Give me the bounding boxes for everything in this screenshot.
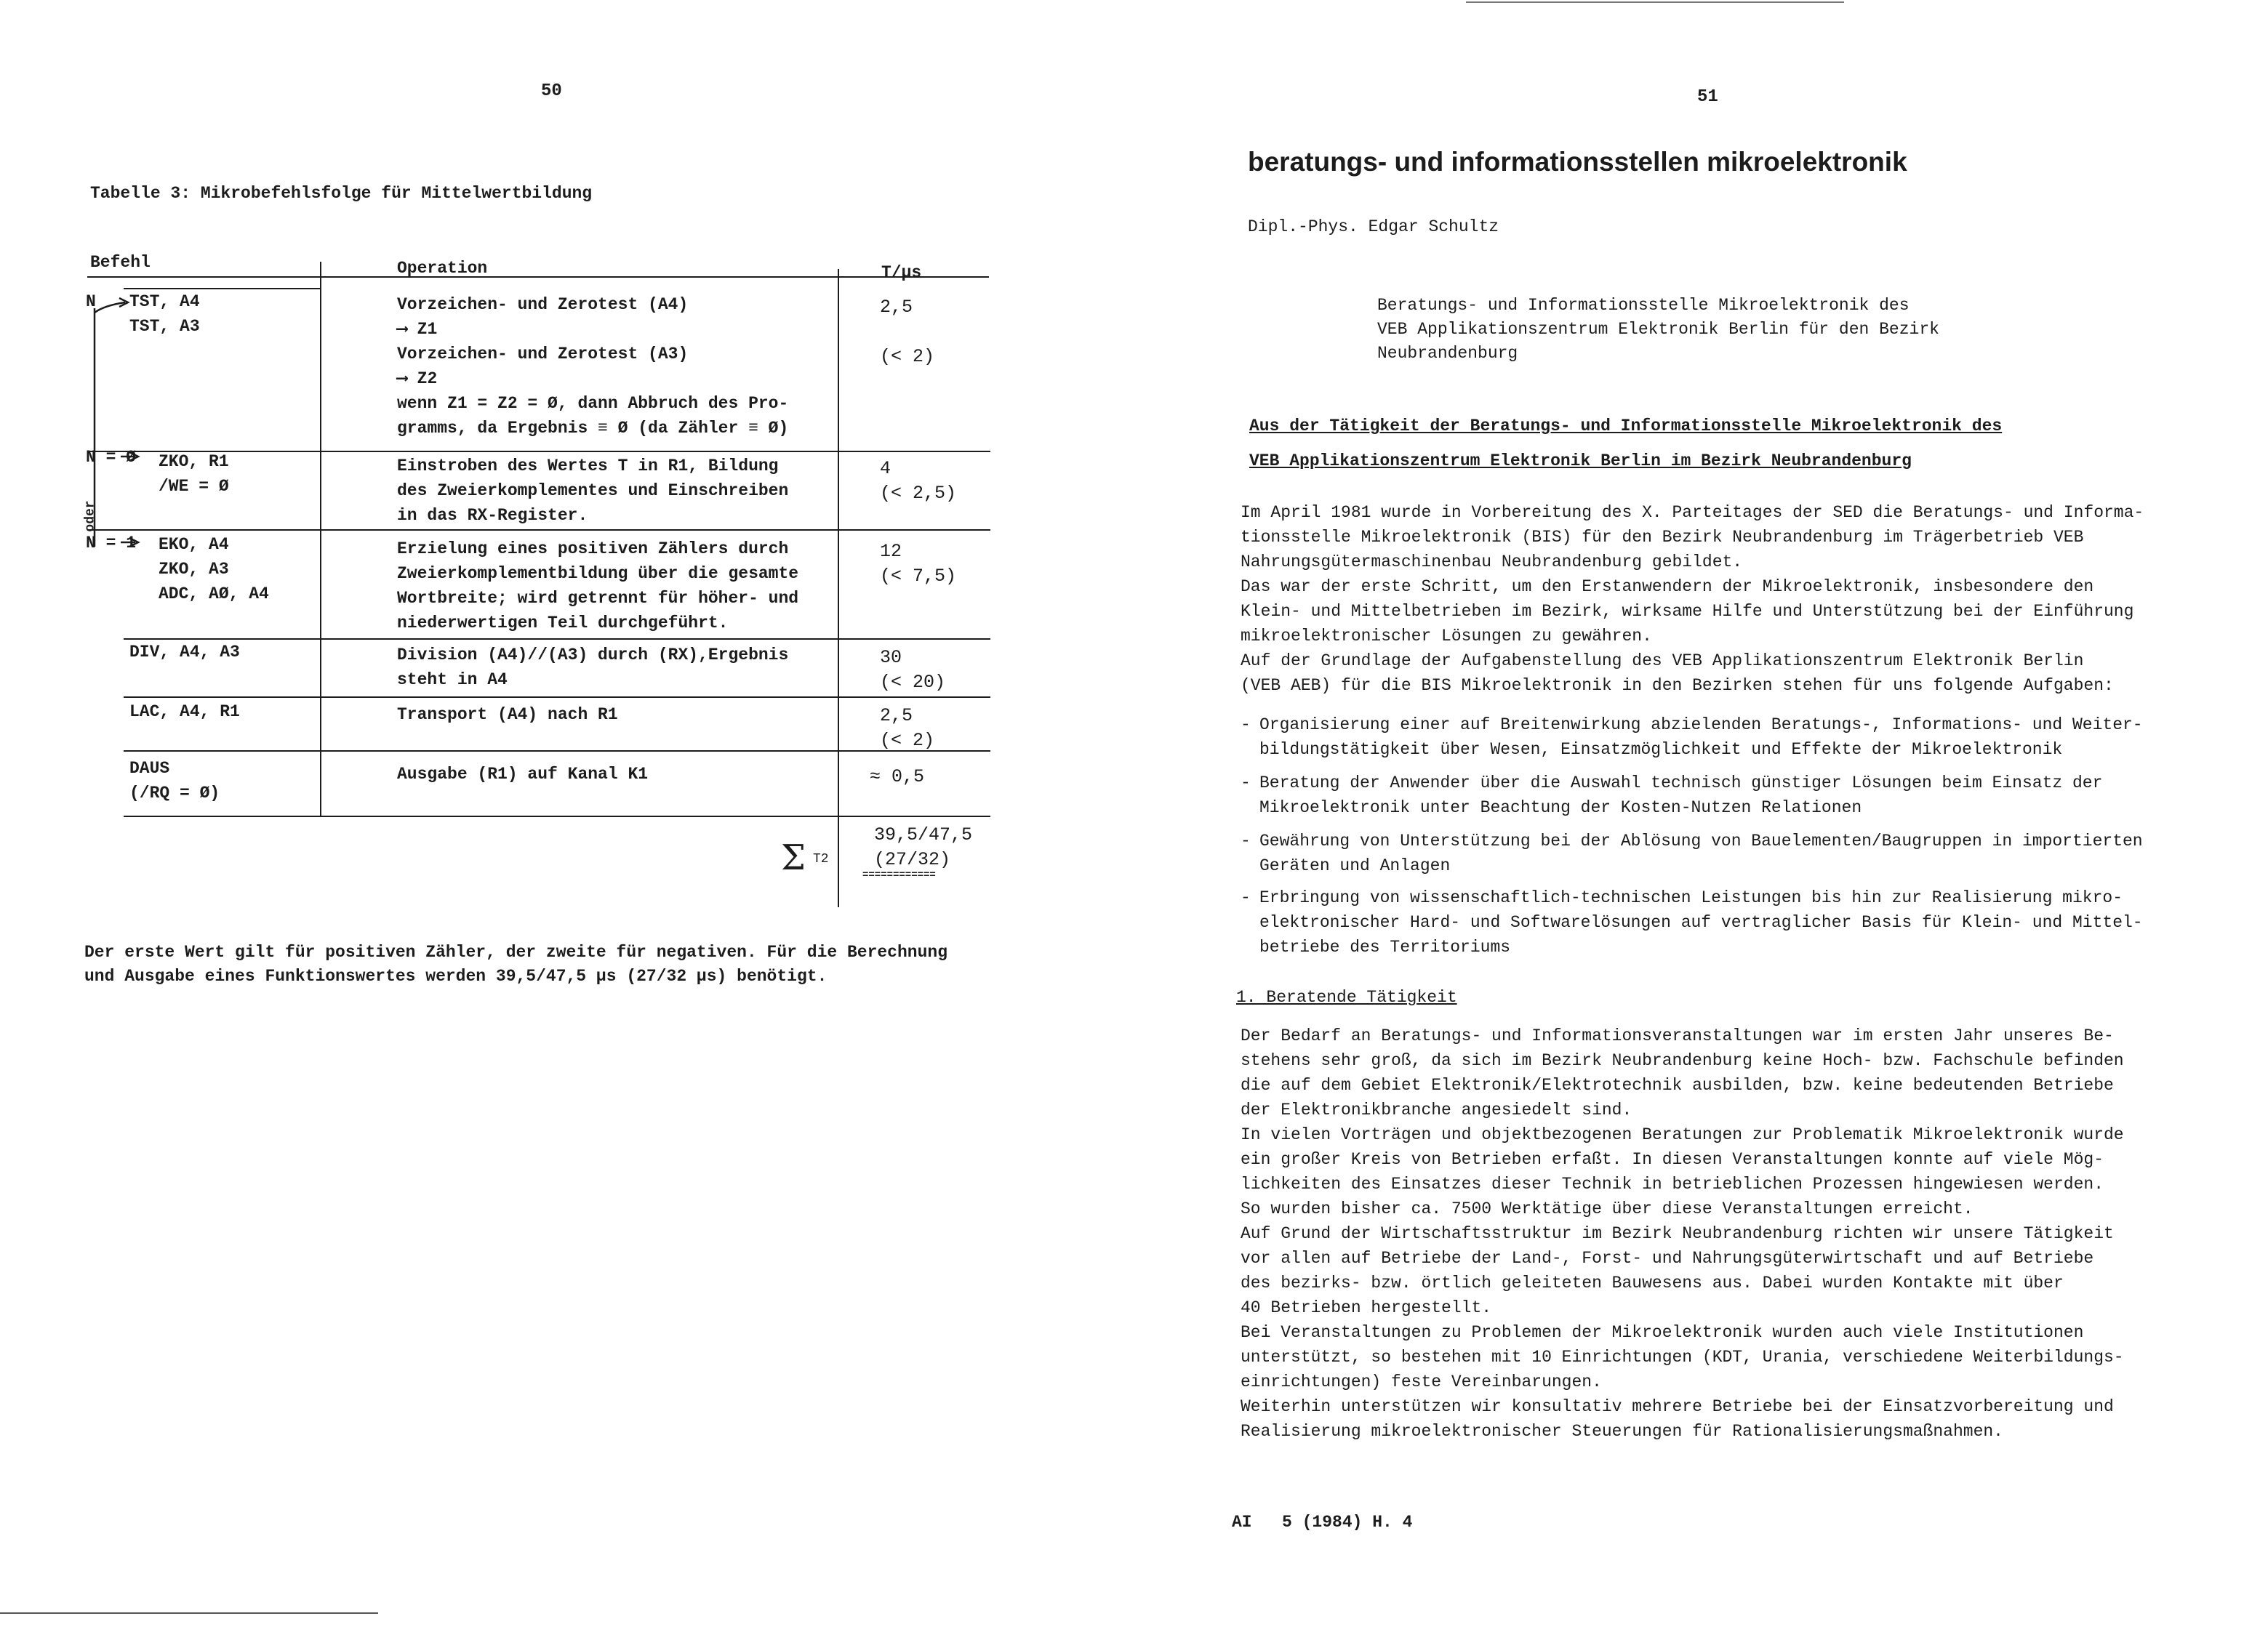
operation-cell: Ausgabe (R1) auf Kanal K1: [397, 765, 649, 784]
operation-cell: Transport (A4) nach R1: [397, 705, 618, 724]
header-befehl: Befehl: [90, 253, 151, 272]
operation-cell: Vorzeichen- und Zerotest (A4) ⟶ Z1 Vorzeichen- und Zerotest (A3) ⟶ Z2 wenn Z1 = Z2 = Ø, dann Abbruch des Pro- gramms, da Ergebnis ≡ Ø (da Zähler ≡ Ø): [397, 295, 789, 438]
table-note: Der erste Wert gilt für positiven Zähler, der zweite für negativen. Für die Berechnung und Ausgabe eines Funktionswertes werden 39,5/47,5 µs (27/32 µs) benötigt.: [84, 943, 947, 986]
branch-label-n-one: N = 1: [86, 534, 137, 552]
time-cell: 2,5 (< 2): [880, 705, 935, 751]
befehl-cell: TST, A4 TST, A3: [129, 292, 200, 336]
befehl-cell: DIV, A4, A3: [129, 643, 240, 662]
section-title: Aus der Tätigkeit der Beratungs- und Informationsstelle Mikroelektronik des VEB Applikationszentrum Elektronik Berlin im Bezirk Neubrandenburg: [1249, 417, 2003, 470]
table-row-rule: [124, 816, 990, 817]
sum-subscript: T2: [813, 852, 829, 867]
header-time: T/µs: [881, 263, 922, 282]
branch-label-oder: oder: [83, 500, 98, 532]
befehl-cell: ZKO, R1 /WE = Ø: [159, 452, 229, 496]
page-number-right: 51: [1697, 87, 1718, 107]
article-title: beratungs- und informationsstellen mikroelektronik: [1248, 147, 1907, 177]
operation-cell: Erzielung eines positiven Zählers durch Zweierkomplementbildung über die gesamte Wortbreite; wird getrennt für höher- und niederwertigen Teil durchgeführt.: [397, 539, 799, 632]
time-cell: 4 (< 2,5): [880, 458, 957, 504]
operation-cell: Division (A4)//(A3) durch (RX),Ergebnis steht in A4: [397, 646, 789, 689]
befehl-cell: LAC, A4, R1: [129, 702, 240, 721]
befehl-cell: EKO, A4 ZKO, A3 ADC, AØ, A4: [159, 535, 269, 603]
subsection-heading: 1. Beratende Tätigkeit: [1236, 988, 1457, 1007]
section-paragraph: Der Bedarf an Beratungs- und Informationsveranstaltungen war im ersten Jahr unseres Be- stehens sehr groß, da sich im Bezirk Neubrandenburg keine Hoch- bzw. Fachschule befinden die auf dem Gebiet Elektronik/Elektrotechnik ausbilden, bzw. keine bedeutenden Betriebe der Elektronikbranche angesiedelt sind. In vielen Vorträgen und objektbezogenen Beratungen zur Problematik Mikroelektronik wurde ein großer Kreis von Betrieben erfaßt. In diesen Veranstaltungen konnte auf viele Mög- lichkeiten des Einsatzes dieser Technik in betrieblichen Prozessen hingewiesen werden. So wurden bisher ca. 7500 Werktätige über diese Veranstaltungen erreicht. Auf Grund der Wirtschaftsstruktur im Bezirk Neubrandenburg richten wir unsere Tätigkeit vor allen auf Betriebe der Land-, Forst- und Nahrungsgüterwirtschaft und auf Betriebe des bezirks- bzw. örtlich geleiteten Bauwesens aus. Dabei wurden Kontakte mit über 40 Betrieben hergestellt. Bei Veranstaltungen zu Problemen der Mikroelektronik wurden auch viele Institutionen unterstützt, so bestehen mit 10 Einrichtungen (KDT, Urania, verschiedene Weiterbildungs- einrichtungen) feste Vereinbarungen. Weiterhin unterstützen wir konsultativ mehrere Betriebe bei der Einsatzvorbereitung und Realisierung mikroelektronischer Steuerungen für Rationalisierungsmaßnahmen.: [1241, 1026, 2124, 1441]
author: Dipl.-Phys. Edgar Schultz: [1248, 217, 1499, 236]
time-cell: 30 (< 20): [880, 647, 946, 693]
table-row-rule: [124, 750, 990, 752]
time-cell: 12 (< 7,5): [880, 541, 957, 587]
sum-double-underline: ============: [862, 869, 936, 881]
branch-label-n-zero: N = Ø: [86, 448, 137, 467]
scan-edge-line: [1466, 1, 1844, 3]
time-cell: ≈ 0,5: [870, 766, 925, 787]
table-col-divider-1: [320, 262, 321, 817]
table-col-divider-2: [838, 269, 839, 907]
page-number-left: 50: [541, 81, 562, 101]
intro-paragraph: Im April 1981 wurde in Vorbereitung des X. Parteitages der SED die Beratungs- und Informa- tionsstelle Mikroelektronik (BIS) für den Bezirk Neubrandenburg im Trägerbetrieb VEB Nahrungsgütermaschinenbau Neubrandenburg gebildet. Das war der erste Schritt, um den Erstanwendern der Mikroelektronik, insbesondere den Klein- und Mittelbetrieben im Bezirk, wirksame Hilfe und Unterstützung bei der Einführung mikroelektronischer Lösungen zu gewähren. Auf der Grundlage der Aufgabenstellung des VEB Applikationszentrum Elektronik Berlin (VEB AEB) für die BIS Mikroelektronik in den Bezirken stehen für uns folgende Aufgaben:: [1241, 503, 2144, 695]
befehl-cell: DAUS (/RQ = Ø): [129, 759, 220, 803]
sum-symbol: Σ: [781, 837, 806, 878]
table-header-rule: [87, 276, 989, 278]
header-operation: Operation: [397, 259, 488, 278]
sum-values: 39,5/47,5 (27/32): [874, 824, 973, 870]
scan-edge-line: [0, 1612, 378, 1614]
table-row-rule: [124, 696, 990, 698]
table-caption: Tabelle 3: Mikrobefehlsfolge für Mittelwertbildung: [90, 184, 593, 203]
table-row-rule: [87, 529, 990, 531]
operation-cell: Einstroben des Wertes T in R1, Bildung des Zweierkomplementes und Einschreiben in das RX-Register.: [397, 457, 789, 525]
time-cell: 2,5 (< 2): [880, 297, 935, 367]
branch-label-n: N: [86, 292, 96, 311]
journal-footer: AI 5 (1984) H. 4: [1232, 1513, 1413, 1532]
table-row-rule: [124, 638, 990, 640]
affiliation: Beratungs- und Informationsstelle Mikroelektronik des VEB Applikationszentrum Elektronik Berlin für den Bezirk Neubrandenburg: [1377, 296, 1939, 363]
